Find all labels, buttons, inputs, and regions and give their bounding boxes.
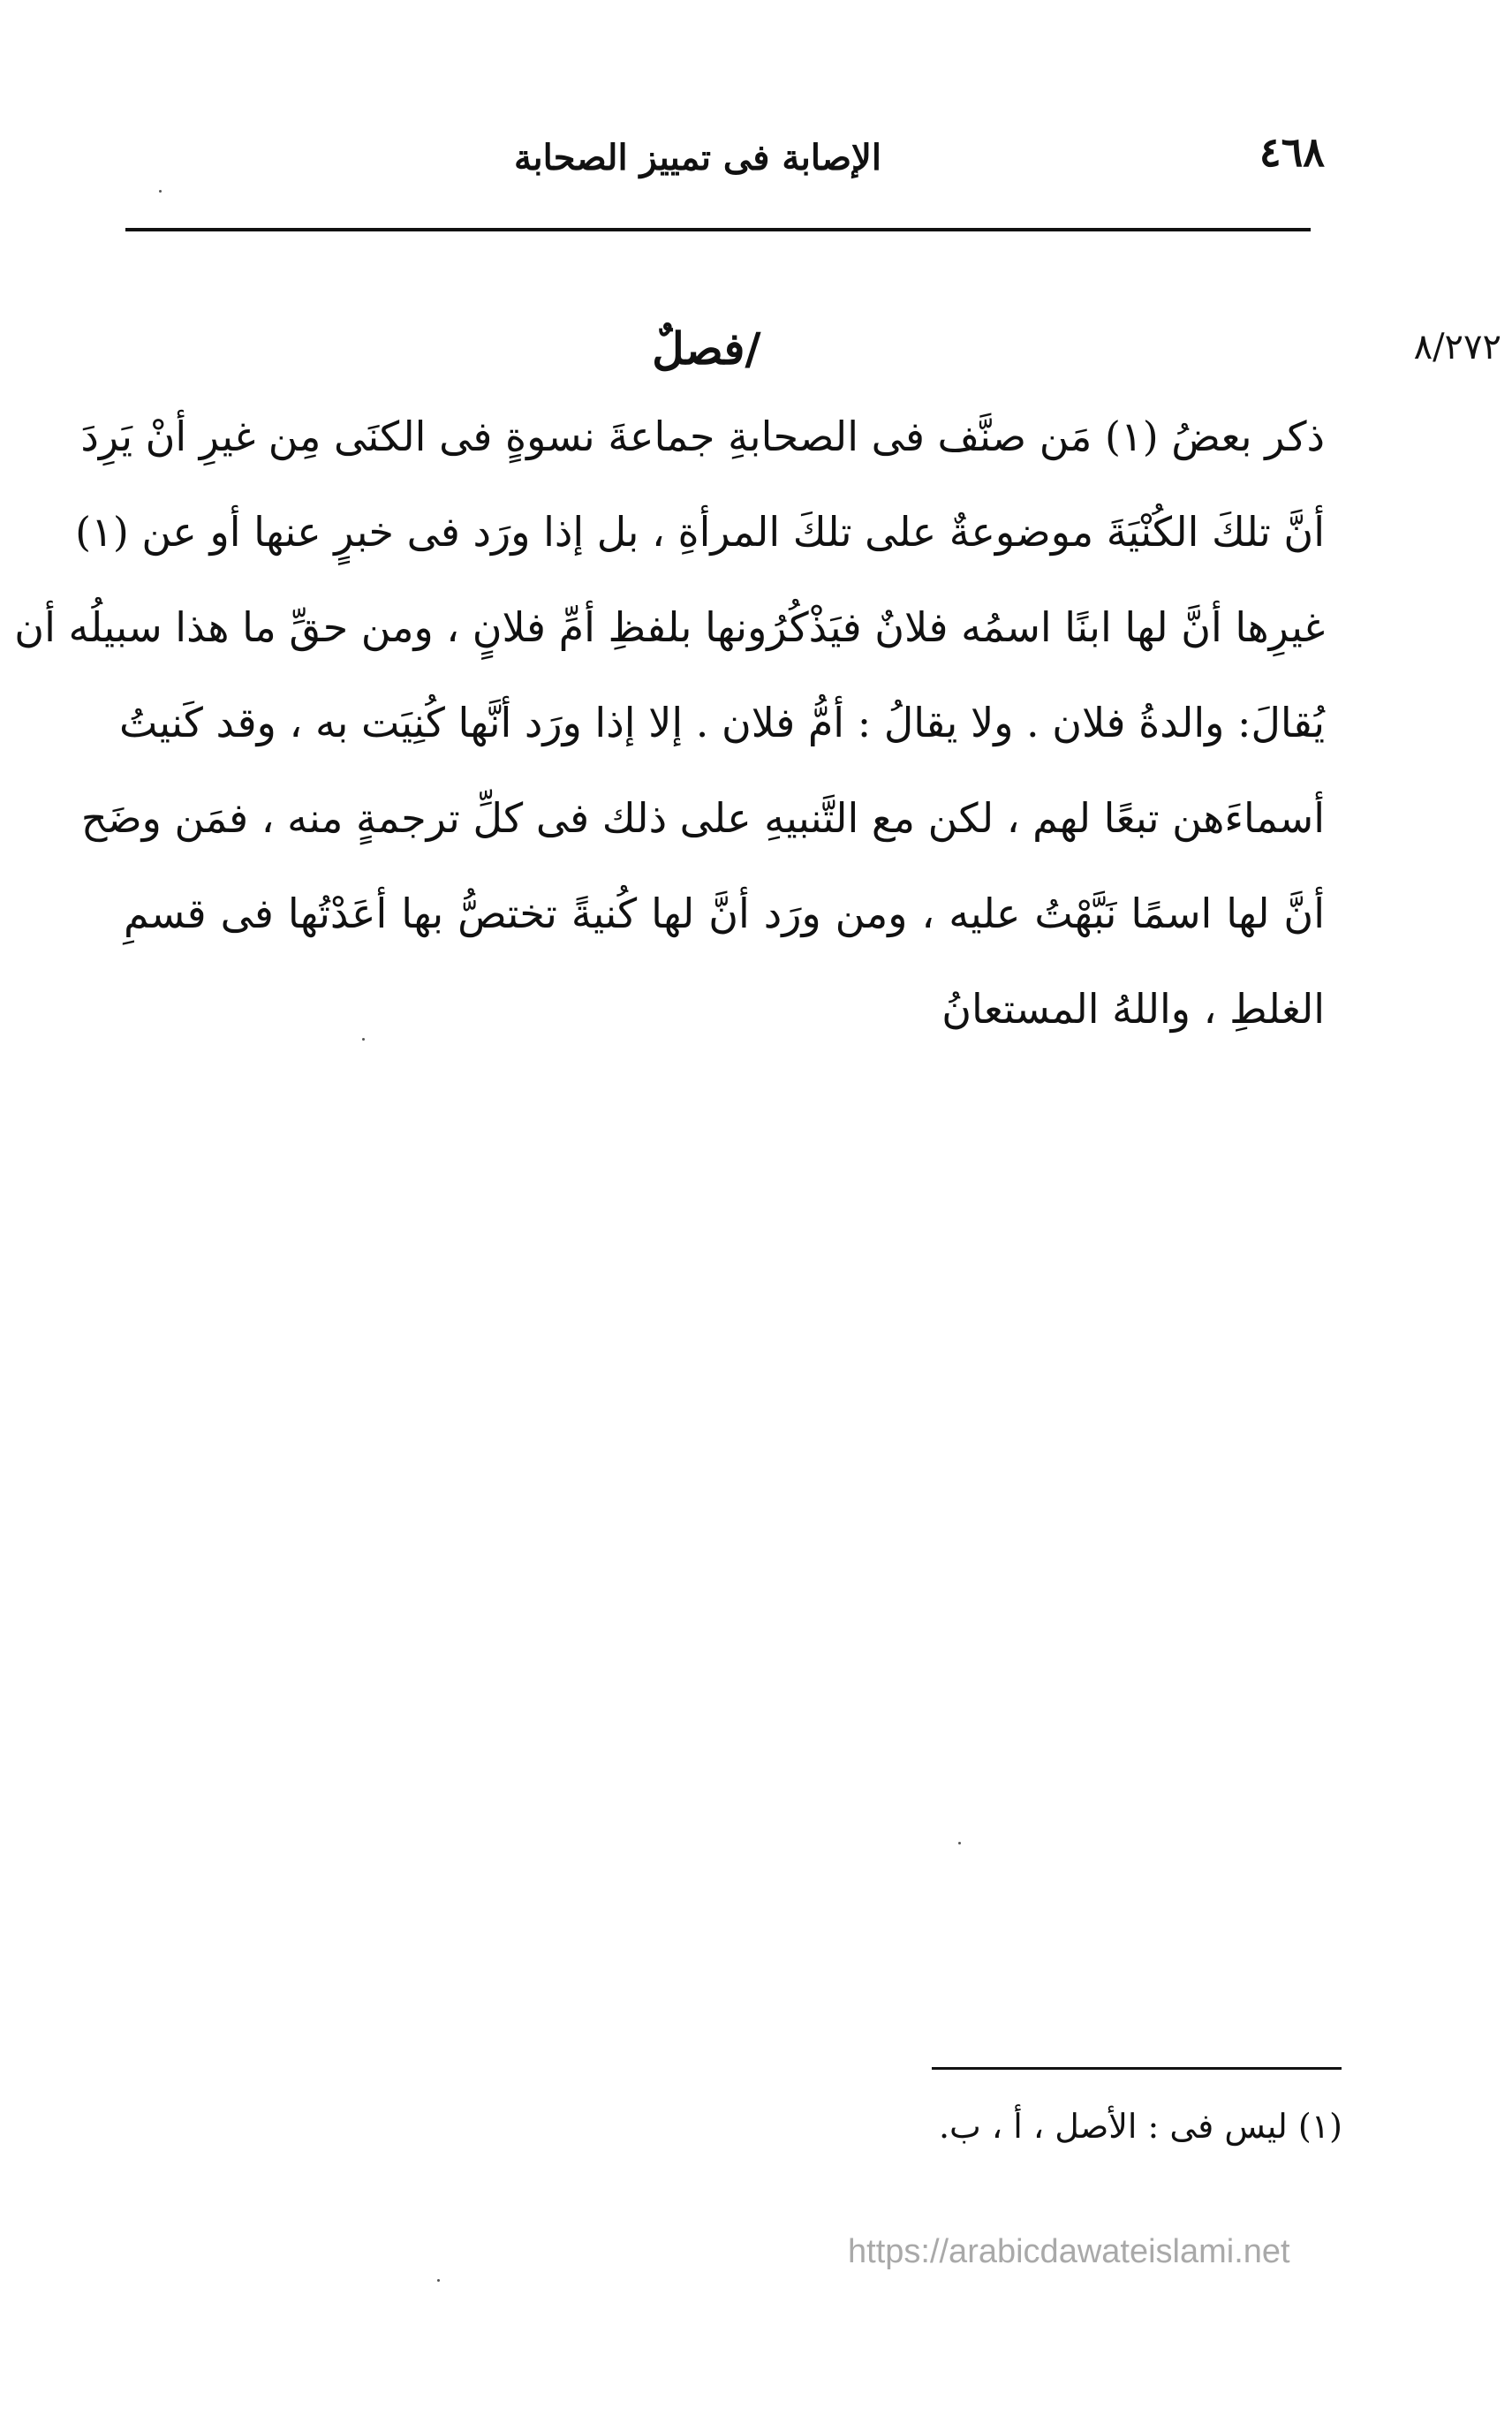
header-rule	[125, 228, 1311, 231]
footnote: (١) ليس فى : الأصل ، أ ، ب.	[938, 2107, 1342, 2146]
body-text	[14, 389, 1325, 1057]
footnote-rule	[932, 2067, 1342, 2070]
body-line: أنَّ لها اسمًا نَبَّهْتُ عليه ، ومن ورَد أنَّ لها كُنيةً تختصُّ بها أعَدْتُها فى قسمِ	[124, 890, 1325, 937]
page-number: ٤٦٨	[1259, 128, 1325, 176]
running-title: الإصابة فى تمييز الصحابة	[514, 137, 881, 178]
body-line: غيرِها أنَّ لها ابنًا اسمُه فلانٌ فيَذْكُرُونها بلفظِ أمِّ فلانٍ ، ومن حقِّ ما هذا سبيلُه أن	[14, 603, 1325, 651]
body-line: أنَّ تلكَ الكُنْيَةَ موضوعةٌ على تلكَ المرأةِ ، بل إذا ورَد فى خبرٍ عنها أو عن (١)	[75, 508, 1325, 556]
scan-speck	[437, 2279, 440, 2282]
margin-reference: ٨/٢٧٢	[1413, 327, 1501, 367]
watermark: https://arabicdawateislami.net	[848, 2233, 1290, 2270]
body-line: ذكر بعضُ (١) مَن صنَّف فى الصحابةِ جماعةَ نسوةٍ فى الكنَى مِن غيرِ أنْ يَرِدَ	[80, 413, 1325, 460]
body-line: الغلطِ ، واللهُ المستعانُ	[941, 985, 1325, 1033]
section-heading: /فصلٌ	[652, 322, 761, 375]
page-header	[0, 0, 1512, 247]
body-line: يُقالَ: والدةُ فلان . ولا يقالُ : أمُّ فلان . إلا إذا ورَد أنَّها كُنِيَت به ، وقد كَنيتُ	[119, 699, 1325, 746]
scan-speck	[362, 1038, 365, 1041]
body-line: أسماءَهن تبعًا لهم ، لكن مع التَّنبيهِ على ذلك فى كلِّ ترجمةٍ منه ، فمَن وضَح	[80, 794, 1325, 842]
scan-speck	[159, 190, 162, 193]
scan-speck	[958, 1842, 961, 1844]
